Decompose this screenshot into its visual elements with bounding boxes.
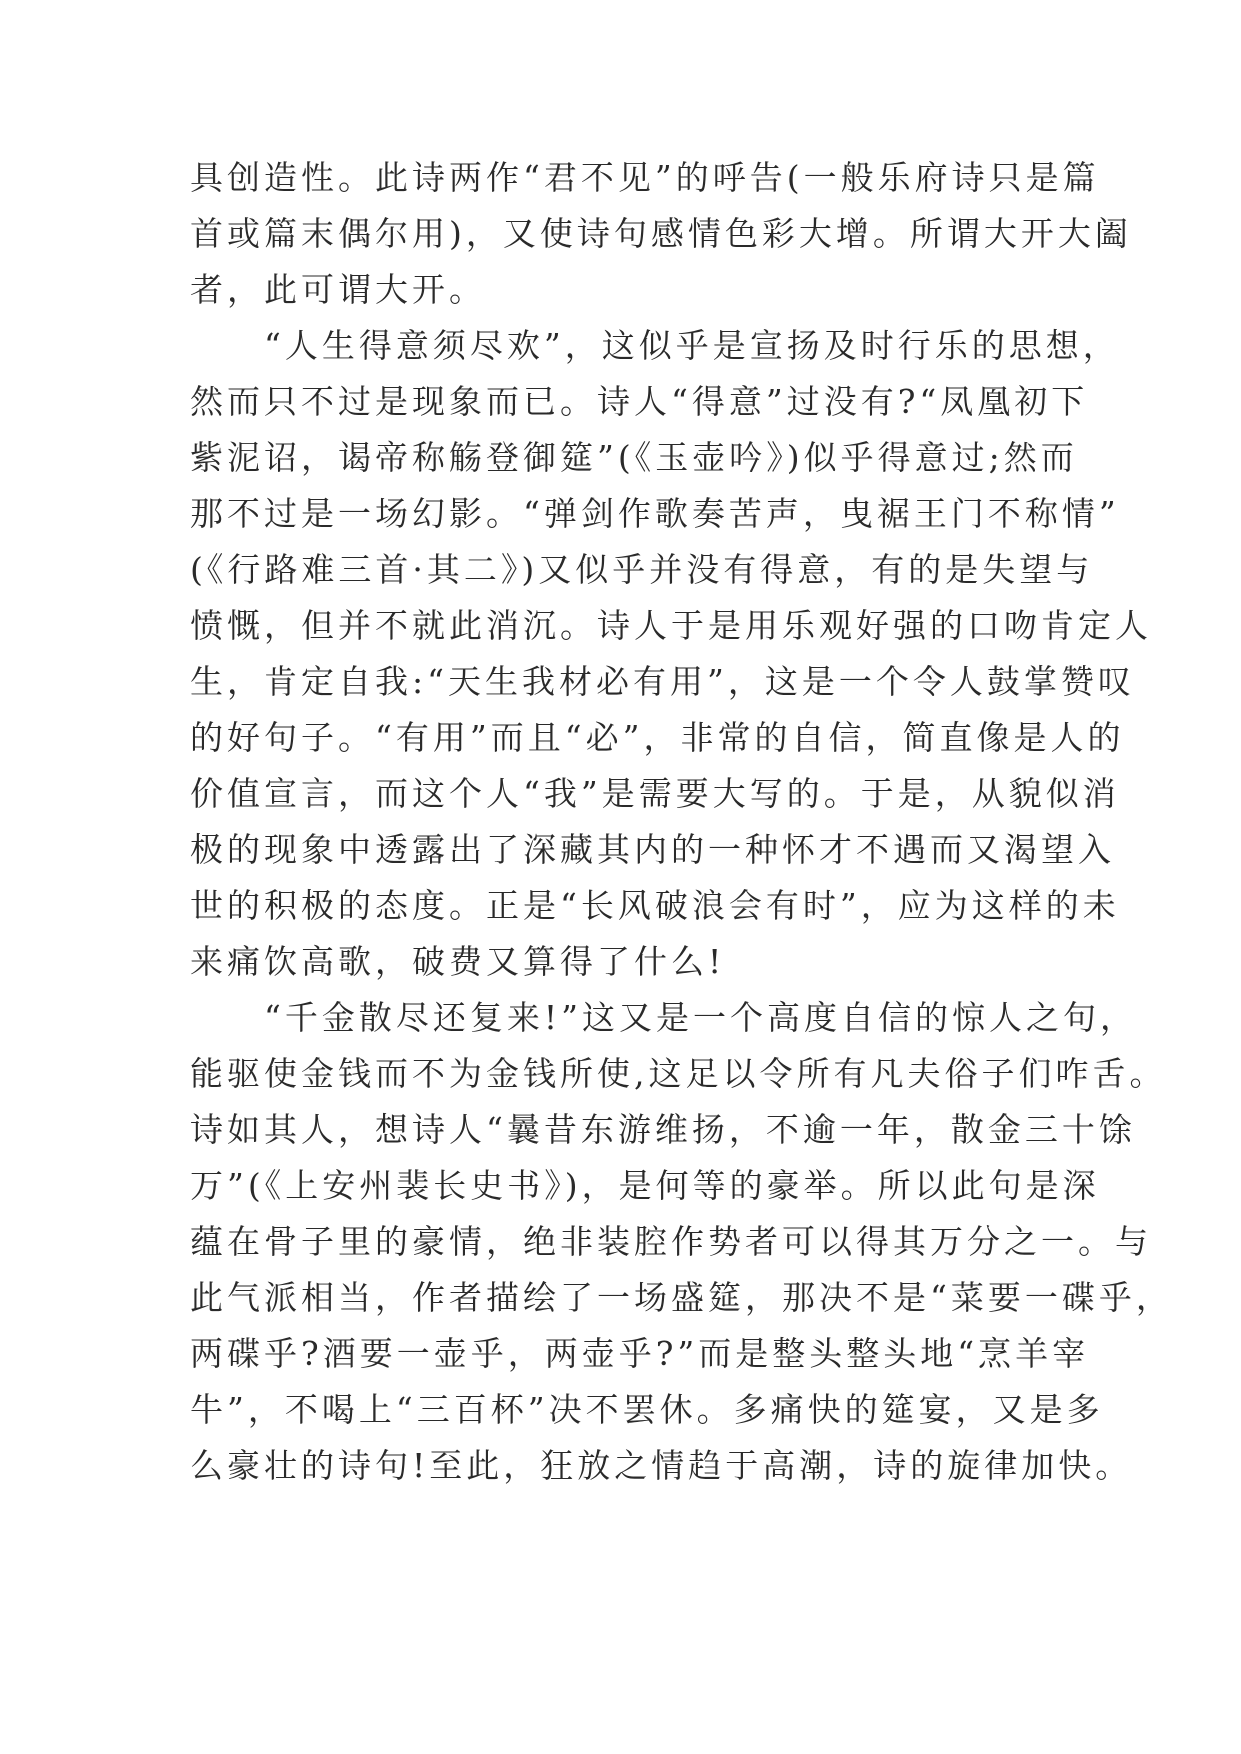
text-line: 然而只不过是现象而已。诗人“得意”过没有?“凤凰初下: [190, 382, 1089, 421]
text-line: 具创造性。此诗两作“君不见”的呼告(一般乐府诗只是篇: [190, 158, 1100, 197]
text-line: 的好句子。“有用”而且“必”，非常的自信，简直像是人的: [190, 718, 1125, 757]
text-line: 世的积极的态度。正是“长风破浪会有时”，应为这样的未: [190, 886, 1120, 925]
text-line: 么豪壮的诗句!至此，狂放之情趋于高潮，诗的旋律加快。: [190, 1446, 1133, 1485]
text-line: 极的现象中透露出了深藏其内的一种怀才不遇而又渴望入: [190, 830, 1115, 869]
text-line: 此气派相当，作者描绘了一场盛筵，那决不是“菜要一碟乎，: [190, 1278, 1173, 1317]
text-line: 诗如其人，想诗人“曩昔东游维扬，不逾一年，散金三十馀: [190, 1110, 1136, 1149]
text-line: 生，肯定自我:“天生我材必有用”，这是一个令人鼓掌赞叹: [190, 662, 1135, 701]
document-body: [190, 150, 1173, 1494]
text-line: 那不过是一场幻影。“弹剑作歌奏苦声，曳裾王门不称情”: [190, 494, 1120, 533]
text-line: (《行路难三首·其二》)又似乎并没有得意，有的是失望与: [190, 550, 1094, 589]
text-line: “人生得意须尽欢”，这似乎是宣扬及时行乐的思想，: [264, 326, 1120, 365]
text-line: 紫泥诏，谒帝称觞登御筵”(《玉壶吟》)似乎得意过;然而: [190, 438, 1078, 477]
text-line: “千金散尽还复来!”这又是一个高度自信的惊人之句，: [264, 998, 1138, 1037]
text-line: 愤慨，但并不就此消沉。诗人于是用乐观好强的口吻肯定人: [190, 606, 1152, 645]
paragraph-3: [190, 990, 1173, 1494]
paragraph-2: [190, 318, 1152, 990]
text-line: 首或篇末偶尔用)，又使诗句感情色彩大增。所谓大开大阖: [190, 214, 1132, 253]
paragraph-1: [190, 150, 1132, 318]
text-line: 蕴在骨子里的豪情，绝非装腔作势者可以得其万分之一。与: [190, 1222, 1152, 1261]
text-line: 者，此可谓大开。: [190, 270, 486, 309]
text-line: 价值宣言，而这个人“我”是需要大写的。于是，从貌似消: [190, 774, 1120, 813]
text-line: 两碟乎?酒要一壶乎，两壶乎?”而是整头整头地“烹羊宰: [190, 1334, 1090, 1373]
text-line: 来痛饮高歌，破费又算得了什么!: [190, 942, 726, 981]
text-line: 牛”，不喝上“三百杯”决不罢休。多痛快的筵宴，又是多: [190, 1390, 1104, 1429]
text-line: 能驱使金钱而不为金钱所使,这足以令所有凡夫俗子们咋舌。: [190, 1054, 1167, 1093]
text-line: 万”(《上安州裴长史书》)，是何等的豪举。所以此句是深: [190, 1166, 1100, 1205]
